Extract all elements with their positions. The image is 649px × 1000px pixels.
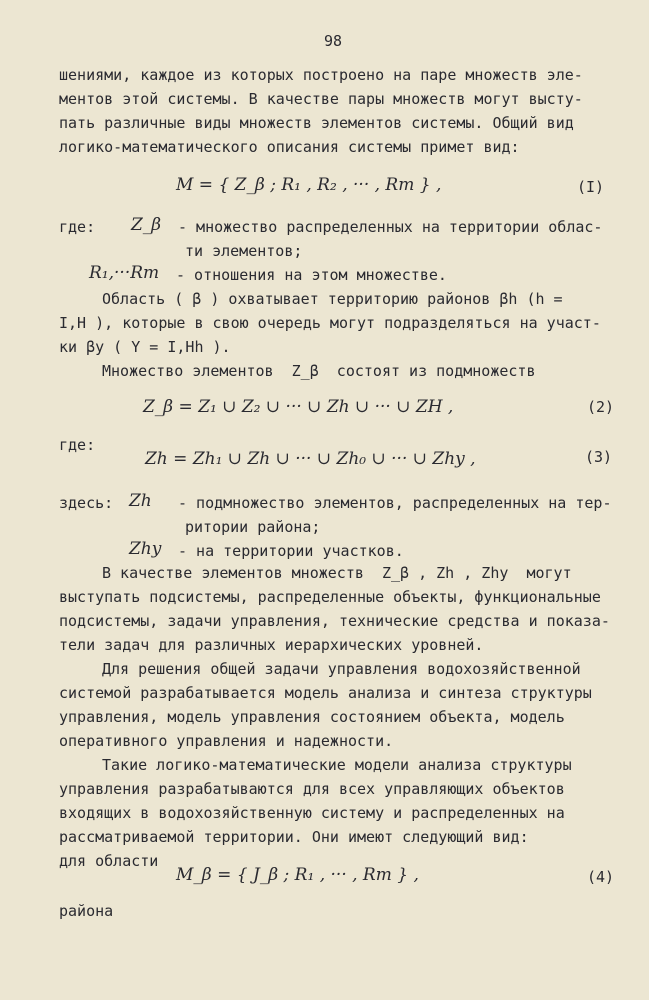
text-line: входящих в водохозяйственную систему и распределенных на xyxy=(59,804,565,822)
text-line: ментов этой системы. В качестве пары множеств могут высту- xyxy=(59,90,583,108)
text-line: района xyxy=(59,902,114,920)
equation-3: Zh = Zh₁ ∪ Zh ∪ ··· ∪ Zh₀ ∪ ··· ∪ Zhy , xyxy=(145,449,476,469)
equation-2: Z_β = Z₁ ∪ Z₂ ∪ ··· ∪ Zh ∪ ··· ∪ ZH , xyxy=(143,397,454,417)
text-line: логико-математического описания системы примет вид: xyxy=(59,138,520,156)
zhy-description: - на территории участков. xyxy=(178,542,404,560)
text-line: Для решения общей задачи управления водохозяйственной xyxy=(102,660,581,678)
text-line: Множество элементов Z_β состоят из подмножеств xyxy=(102,362,536,380)
text-line: рассматриваемой территории. Они имеют следующий вид: xyxy=(59,828,529,846)
text-line: управления, модель управления состоянием объекта, модель xyxy=(59,708,565,726)
text-line: Такие логико-математические модели анализа структуры xyxy=(102,756,572,774)
equation-3-number: (3) xyxy=(585,448,613,466)
text-line: управления разрабатываются для всех управляющих объектов xyxy=(59,780,565,798)
text-line: I,H ), которые в свою очередь могут подразделяться на участ- xyxy=(59,314,601,332)
equation-2-number: (2) xyxy=(587,398,615,416)
zh-description: - подмножество элементов, распределенных на тер- xyxy=(178,494,612,512)
equation-4-number: (4) xyxy=(587,868,615,886)
text-line: системой разрабатывается модель анализа и синтеза структуры xyxy=(59,684,592,702)
zh-symbol: Zh xyxy=(129,491,152,511)
z-beta-description-cont: ти элементов; xyxy=(185,242,303,260)
equation-4: M_β = { J_β ; R₁ , ··· , Rm } , xyxy=(176,865,419,885)
zh-description-cont: ритории района; xyxy=(185,518,321,536)
r-symbols: R₁,···Rm xyxy=(89,263,160,283)
where-label: где: xyxy=(59,436,96,454)
equation-1: M = { Z_β ; R₁ , R₂ , ··· , Rm } , xyxy=(176,175,442,195)
text-line: ки βy ( Y = I,Hh ). xyxy=(59,338,231,356)
text-line: оперативного управления и надежности. xyxy=(59,732,394,750)
zhy-symbol: Zhy xyxy=(129,539,162,559)
z-beta-symbol: Z_β xyxy=(131,215,162,235)
page-number: 98 xyxy=(324,32,343,50)
where-label: где: xyxy=(59,218,96,236)
text-line: тели задач для различных иерархических уровней. xyxy=(59,636,484,654)
text-line: подсистемы, задачи управления, технические средства и показа- xyxy=(59,612,610,630)
text-line: В качестве элементов множеств Z_β , Zh , Zhy могут xyxy=(102,564,572,582)
here-label: здесь: xyxy=(59,494,114,512)
equation-1-number: (I) xyxy=(577,178,605,196)
text-line: для области xyxy=(59,852,159,870)
z-beta-description: - множество распределенных на территории облас- xyxy=(178,218,603,236)
text-line: выступать подсистемы, распределенные объекты, функциональные xyxy=(59,588,601,606)
text-line: Область ( β ) охватывает территорию районов βh (h = xyxy=(102,290,563,308)
text-line: шениями, каждое из которых построено на паре множеств эле- xyxy=(59,66,583,84)
text-line: пать различные виды множеств элементов системы. Общий вид xyxy=(59,114,574,132)
r-description: - отношения на этом множестве. xyxy=(176,266,447,284)
